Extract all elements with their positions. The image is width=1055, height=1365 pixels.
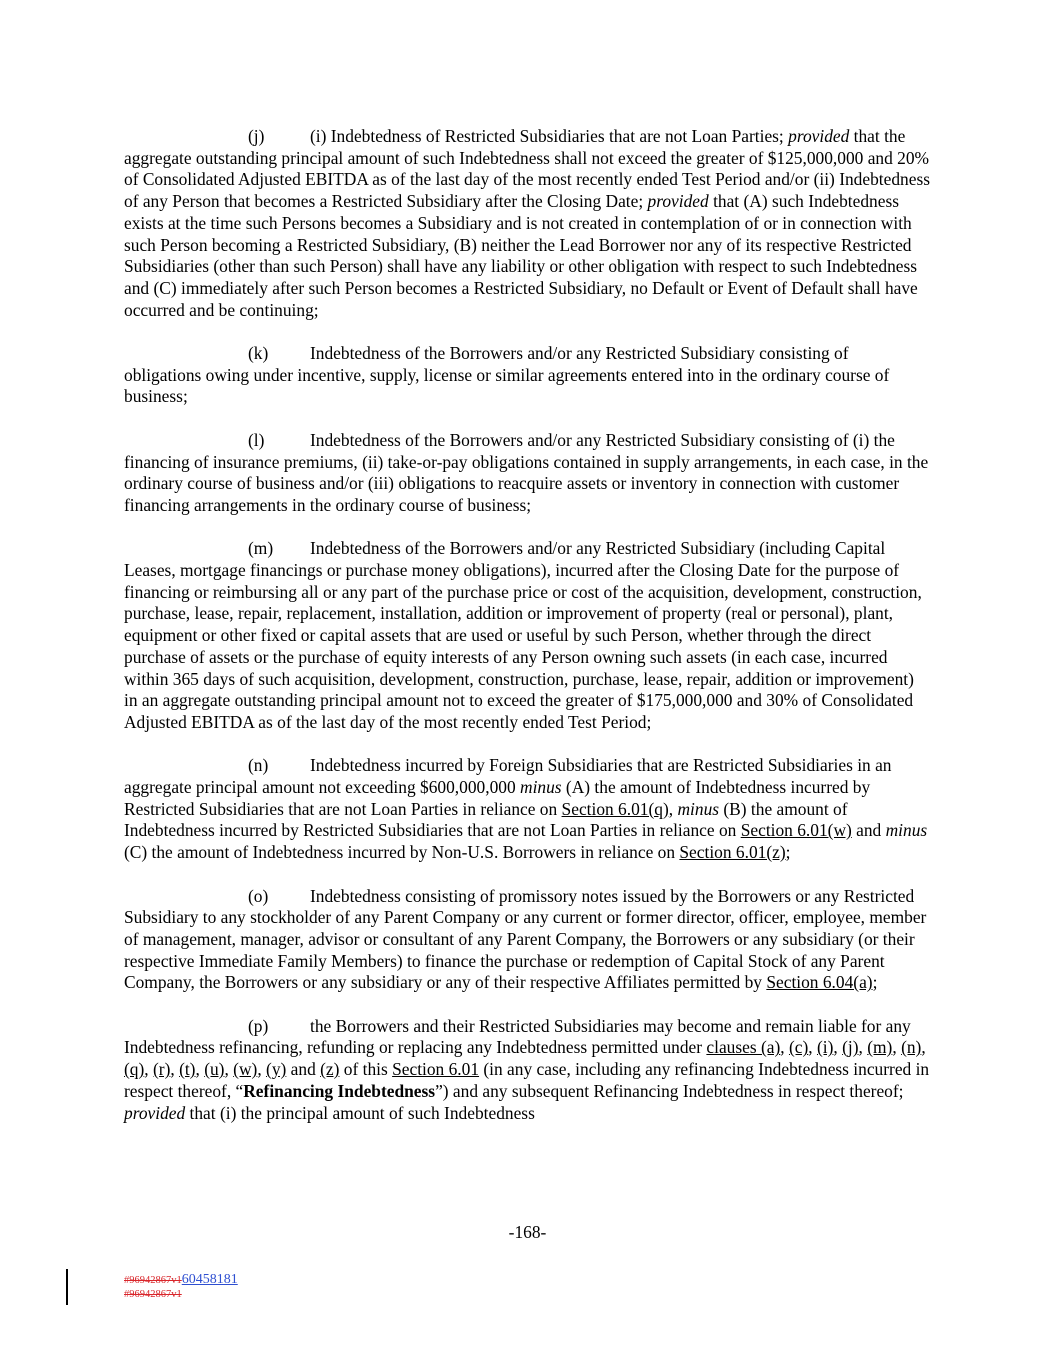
- clause-label-p: (p): [248, 1015, 269, 1036]
- paragraph-n: [124, 755, 930, 864]
- text: (C) the amount of Indebtedness incurred by Non-U.S. Borrowers in reliance on: [124, 842, 680, 863]
- clause-reference: (z): [320, 1059, 340, 1080]
- text: and: [851, 820, 886, 841]
- text: that the aggregate outstanding principal amount of such Indebtedness shall not exceed the greater of $125,000,000 and 20% of Consolidated Adjusted EBITDA as of the last day of the most recently ended Test Period and/or (ii) Indebtedness of any Person that becomes a Restricted Subsidiary after the Closing Date;: [124, 126, 930, 212]
- clause-reference: (n): [901, 1037, 922, 1058]
- clause-reference: (w): [233, 1059, 258, 1080]
- paragraph-k: [124, 343, 930, 408]
- text: ;: [872, 972, 878, 993]
- clause-reference: (j): [842, 1037, 859, 1058]
- text: Indebtedness of the Borrowers and/or any Restricted Subsidiary consisting of (i) the financing of insurance premiums, (ii) take-or-pay obligations contained in supply arrangements, in each case, in the ordinary course of business and/or (iii) obligations to reacquire assets or inventory in connection with customer financing arrangements in the ordinary course of business;: [124, 429, 929, 515]
- clause-label-l: (l): [248, 429, 265, 450]
- separator: ,: [780, 1037, 789, 1058]
- separator: ,: [195, 1059, 205, 1080]
- separator: ,: [858, 1037, 868, 1058]
- text: Indebtedness incurred by Foreign Subsidiaries that are Restricted Subsidiaries in an aggregate principal amount not exceeding $600,000,000: [124, 755, 892, 798]
- defined-term: Refinancing Indebtedness: [243, 1080, 436, 1101]
- separator: ,: [808, 1037, 817, 1058]
- text: (A) the amount of Indebtedness incurred by Restricted Subsidiaries that are not Loan Parties in reliance on: [124, 777, 871, 819]
- italic-term: minus: [885, 820, 928, 841]
- inserted-doc-id: 60458181: [181, 1272, 238, 1287]
- separator: ,: [170, 1059, 180, 1080]
- clause-reference: (q): [124, 1059, 145, 1080]
- paragraph-j: [124, 126, 930, 321]
- paragraph-p: [124, 1016, 930, 1125]
- section-reference: Section 6.01(q): [561, 798, 669, 819]
- section-reference: Section 6.01(w): [740, 820, 852, 841]
- document-id: [124, 1272, 238, 1288]
- page-number: -168-: [508, 1222, 547, 1242]
- clause-reference: (c): [788, 1037, 809, 1058]
- text: that (A) such Indebtedness exists at the time such Persons becomes a Subsidiary and is not created in contemplation of or in connection with such Person becoming a Restricted Subsidiary, (B) neither the Lead Borrower nor any of its respective Restricted Subsidiaries (other than such Person) shall have any liability or other obligation with respect to such Indebtedness and (C) immediately after such Person becomes a Restricted Subsidiary, no Default or Event of Default shall have occurred and be continuing;: [124, 191, 918, 320]
- separator: ,: [833, 1037, 843, 1058]
- change-bar: [66, 1269, 68, 1305]
- text: (i) Indebtedness of Restricted Subsidiaries that are not Loan Parties;: [310, 126, 789, 146]
- clause-reference: clauses (a): [706, 1037, 781, 1058]
- separator: ,: [224, 1059, 234, 1080]
- text: Indebtedness of the Borrowers and/or any Restricted Subsidiary consisting of obligations owing under incentive, supply, license or similar agreements entered into in the ordinary course of business;: [124, 343, 890, 407]
- paragraph-m: [124, 538, 930, 733]
- clause-reference: (u): [204, 1059, 225, 1080]
- text: of this: [339, 1059, 393, 1080]
- text: Indebtedness consisting of promissory notes issued by the Borrowers or any Restricted Subsidiary to any stockholder of any Parent Company or any current or former director, officer, employee, member of management, manager, advisor or consultant of any Parent Company, the Borrowers or any subsidiary (or their respective Immediate Family Members) to finance the purchase or redemption of Capital Stock of any Parent Company, the Borrowers or any subsidiary or any of their respective Affiliates permitted by: [124, 885, 927, 993]
- clause-reference: (t): [179, 1059, 196, 1080]
- section-reference: Section 6.01: [392, 1059, 480, 1080]
- separator: ,: [144, 1059, 153, 1080]
- text: ,: [668, 798, 678, 819]
- italic-term: provided: [124, 1102, 186, 1123]
- text: ”) and any subsequent Refinancing Indebtedness in respect thereof;: [435, 1080, 904, 1101]
- text: that (i) the principal amount of such Indebtedness: [185, 1102, 535, 1123]
- clause-label-n: (n): [248, 755, 269, 776]
- paragraph-o: [124, 886, 930, 995]
- deleted-doc-id: #96942867v1: [124, 1275, 182, 1286]
- text: ;: [785, 842, 791, 863]
- clause-label-o: (o): [248, 885, 269, 906]
- clause-reference: (m): [867, 1037, 893, 1058]
- clause-label-m: (m): [248, 538, 274, 559]
- paragraph-l: [124, 430, 930, 517]
- section-reference: Section 6.04(a): [766, 972, 873, 993]
- separator: ,: [892, 1037, 902, 1058]
- italic-term: minus: [677, 798, 720, 819]
- clause-reference: (i): [816, 1037, 834, 1058]
- clause-reference: (r): [152, 1059, 171, 1080]
- italic-term: minus: [520, 777, 562, 798]
- clause-label-k: (k): [248, 343, 269, 364]
- separator: ,: [257, 1059, 267, 1080]
- italic-term: provided: [788, 126, 850, 146]
- italic-term: provided: [647, 191, 709, 212]
- text: (B) the amount of Indebtedness incurred by Restricted Subsidiaries that are not Loan Parties in reliance on: [124, 798, 848, 841]
- deleted-doc-id-line: #96942867v1: [124, 1289, 182, 1300]
- separator: ,: [921, 1037, 926, 1058]
- text: (in any case, including any refinancing Indebtedness incurred in respect thereof, “: [124, 1059, 930, 1101]
- text: Indebtedness of the Borrowers and/or any Restricted Subsidiary (including Capital Leases, mortgage financings or purchase money obligations), incurred after the Closing Date for the purpose of financing or reimbursing all or any part of the purchase price or cost of the acquisition, development, construction, purchase, lease, repair, replacement, installation, addition or improvement of property (real or personal), plant, equipment or other fixed or capital assets that are used or useful by such Person, whether through the direct purchase of assets or the purchase of equity interests of any Person owning such assets (in each case, incurred within 365 days of such acquisition, development, construction, purchase, lease, repair, addition or improvement) in an aggregate outstanding principal amount not to exceed the greater of $175,000,000 and 30% of Consolidated Adjusted EBITDA as of the last day of the most recently ended Test Period;: [124, 538, 922, 732]
- text: the Borrowers and their Restricted Subsidiaries may become and remain liable for any Indebtedness refinancing, refunding or replacing any Indebtedness permitted under: [124, 1015, 911, 1058]
- clause-label-j: (j): [248, 126, 265, 146]
- section-reference: Section 6.01(z): [679, 842, 786, 863]
- page-body: [124, 126, 930, 1146]
- clause-reference: (y): [266, 1059, 287, 1080]
- conjunction: and: [286, 1059, 321, 1080]
